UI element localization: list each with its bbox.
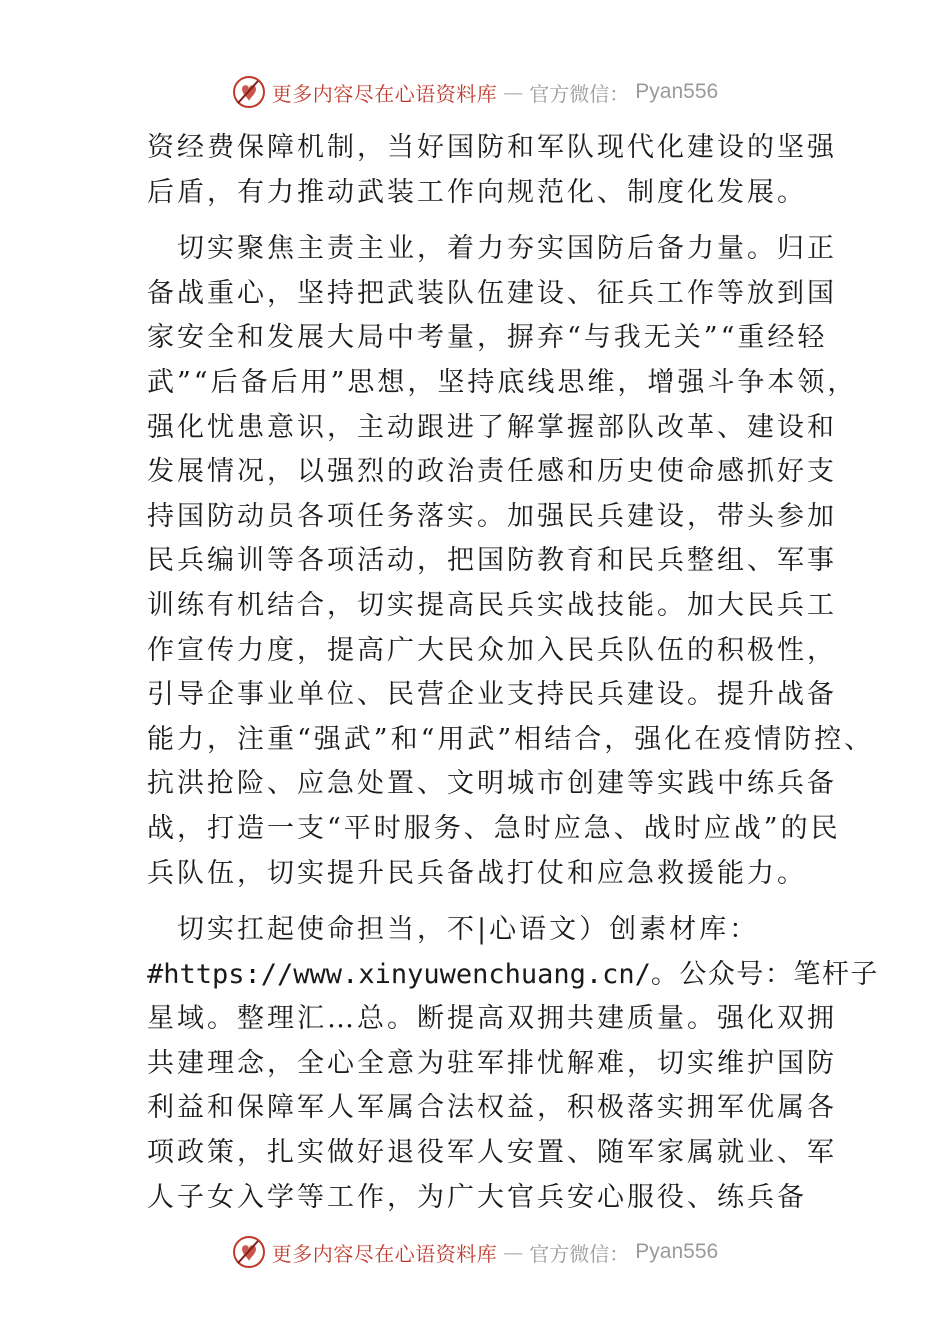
heart-quill-logo-icon xyxy=(232,75,266,109)
header-wechat-label: 官方微信： xyxy=(529,81,630,106)
header-brand: 更多内容尽在心语资料库 xyxy=(271,81,498,106)
header-banner xyxy=(0,72,950,112)
body-line: 兵队伍，切实提升民兵备战打仗和应急救援能力。 xyxy=(147,857,807,889)
footer-wechat-label: 官方微信： xyxy=(529,1241,630,1266)
footer-brand: 更多内容尽在心语资料库 xyxy=(271,1241,498,1266)
body-line: 强化忧患意识，主动跟进了解掌握部队改革、建设和 xyxy=(147,411,837,443)
body-line: 武”“后备后用”思想，坚持底线思维，增强斗争本领， xyxy=(147,366,858,398)
body-line: 后盾，有力推动武装工作向规范化、制度化发展。 xyxy=(147,176,807,208)
source-url-tail: 。公众号：笔杆子 xyxy=(650,958,879,990)
body-line: 人子女入学等工作，为广大官兵安心服役、练兵备 xyxy=(147,1181,807,1213)
body-line: 切实聚焦主责主业，着力夯实国防后备力量。归正 xyxy=(177,233,837,265)
body-line: 家安全和发展大局中考量，摒弃“与我无关”“重经轻 xyxy=(147,322,828,354)
document-body xyxy=(147,126,879,1220)
body-line: 抗洪抢险、应急处置、文明城市创建等实践中练兵备 xyxy=(147,768,837,800)
body-line: 战，打造一支“平时服务、急时应急、战时应战”的民 xyxy=(147,812,841,844)
footer-banner xyxy=(0,1232,950,1272)
body-line: 利益和保障军人军属合法权益，积极落实拥军优属各 xyxy=(147,1092,837,1124)
source-url: #https://www.xinyuwenchuang.cn/ xyxy=(147,958,651,990)
footer-wechat-id: Pyan556 xyxy=(635,1240,719,1263)
body-line: 共建理念，全心全意为驻军排忧解难，切实维护国防 xyxy=(147,1047,837,1079)
body-line: 训练有机结合，切实提高民兵实战技能。加大民兵工 xyxy=(147,589,837,621)
body-line: 资经费保障机制，当好国防和军队现代化建设的坚强 xyxy=(147,132,837,163)
body-line: 持国防动员各项任务落实。加强民兵建设，带头参加 xyxy=(147,500,837,532)
body-line: 发展情况，以强烈的政治责任感和历史使命感抓好支 xyxy=(147,456,837,488)
body-line: 切实扛起使命担当，不|心语文）创素材库： xyxy=(177,914,760,946)
header-separator: — xyxy=(503,80,524,104)
body-line: 备战重心，坚持把武装队伍建设、征兵工作等放到国 xyxy=(147,277,837,309)
body-line-url xyxy=(147,953,879,998)
body-line: 作宣传力度，提高广大民众加入民兵队伍的积极性， xyxy=(147,634,837,666)
body-line: 民兵编训等各项活动，把国防教育和民兵整组、军事 xyxy=(147,545,837,577)
footer-separator: — xyxy=(503,1240,524,1264)
heart-quill-logo-icon xyxy=(232,1235,266,1269)
body-line: 项政策，扎实做好退役军人安置、随军家属就业、军 xyxy=(147,1137,837,1169)
body-line: 星域。整理汇…总。断提高双拥共建质量。强化双拥 xyxy=(147,1003,837,1035)
body-line: 能力，注重“强武”和“用武”相结合，强化在疫情防控、 xyxy=(147,723,875,755)
body-line: 引导企事业单位、民营企业支持民兵建设。提升战备 xyxy=(147,679,837,711)
header-wechat-id: Pyan556 xyxy=(635,80,719,103)
